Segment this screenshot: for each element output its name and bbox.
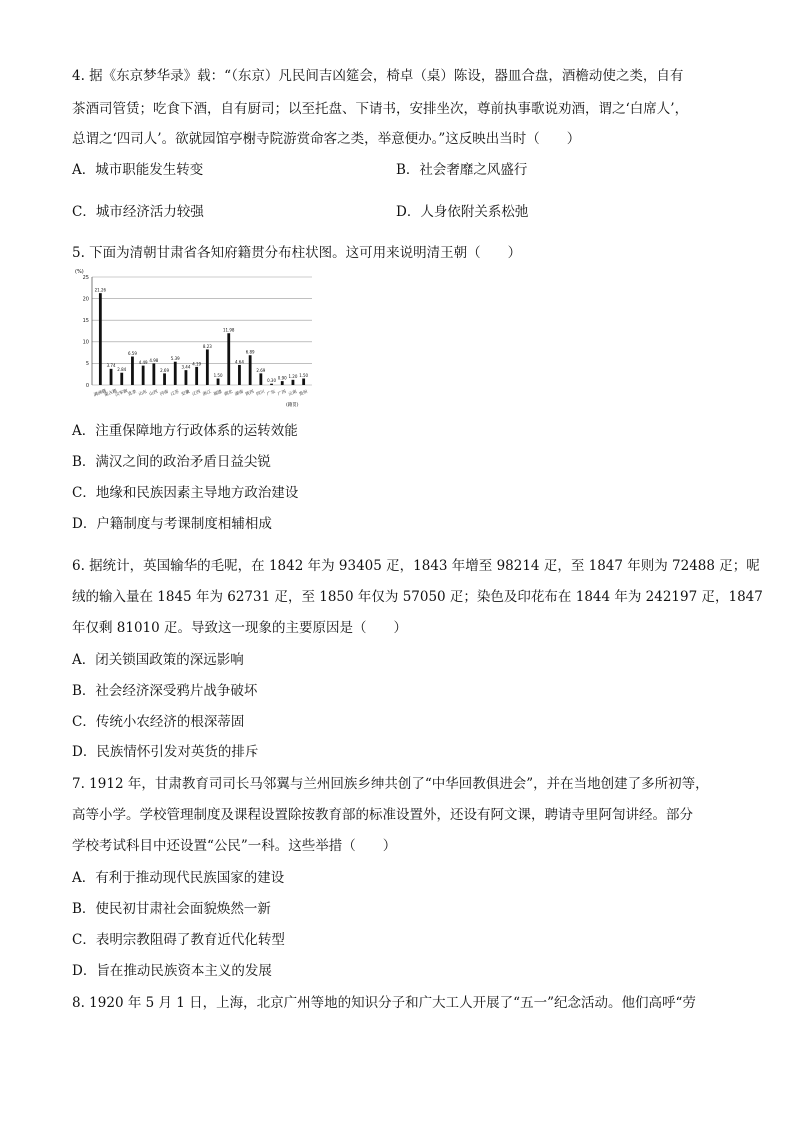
q4-option-c: C．城市经济活力较强 <box>72 204 204 220</box>
bar <box>292 380 295 385</box>
bar <box>99 293 102 385</box>
category-label: 江苏 <box>170 389 180 398</box>
category-label: 湖北 <box>223 389 234 398</box>
y-tick-label: 20 <box>82 296 89 303</box>
bar-value-label: 1.50 <box>213 372 223 378</box>
q4-stem-line: 茶酒司管赁；吃食下酒，自有厨司；以至托盘、下请书，安排坐次，尊前执事歌说劝酒，谓之‘白席人’， <box>72 101 689 117</box>
y-tick-label: 25 <box>82 274 89 281</box>
q6-stem-line: 6. 据统计，英国输华的毛呢，在 1842 年为 93405 疋，1843 年增至 98214 疋，至 1847 年则为 72488 疋；呢 <box>72 558 760 574</box>
q7-stem-line: 高等小学。学校管理制度及课程设置除按教育部的标准设置外，还设有阿文课，聘请寺里阿訇讲经。部分 <box>72 807 693 823</box>
category-label: 浙江 <box>202 389 213 398</box>
q8-stem-line: 8. 1920 年 5 月 1 日，上海，北京广州等地的知识分子和广大工人开展了“五一”纪念活动。他们高呼“劳 <box>72 995 696 1011</box>
bar-value-label: 3.44 <box>181 364 191 370</box>
category-label: 蒙古籍 <box>103 388 118 399</box>
bar-value-label: 2.69 <box>256 367 266 373</box>
category-label: 满洲籍 <box>93 388 108 399</box>
bar <box>185 370 188 385</box>
q6-stem-line: 年仅剩 81010 疋。导致这一现象的主要原因是（ ） <box>72 620 408 636</box>
category-label: 安徽 <box>180 389 191 398</box>
chart-bars <box>99 293 305 385</box>
bar <box>163 373 166 385</box>
bar-value-label: 6.89 <box>245 349 255 355</box>
y-tick-label: 5 <box>85 361 89 368</box>
q7-stem-line: 7. 1912 年，甘肃教育司司长马邻翼与兰州回族乡绅共创了“中华回教俱进会”，并在当地创建了多所初等， <box>72 776 709 792</box>
bar-value-label: 0.30 <box>267 378 277 384</box>
q6-option-c: C．传统小农经济的根深蒂固 <box>72 714 245 730</box>
x-axis-label: (籍贯) <box>286 403 299 408</box>
category-label: 陕西 <box>245 389 255 398</box>
category-label: 云南 <box>287 389 298 398</box>
q4-stem-line: 总谓之‘四司人’。欲就园馆亭榭寺院游赏命客之类，举意便办。”这反映出当时（ ） <box>72 131 581 147</box>
y-tick-label: 15 <box>82 318 89 324</box>
q5-option-c: C．地缘和民族因素主导地方政治建设 <box>72 485 299 501</box>
category-label: 山东 <box>138 389 148 398</box>
bar-value-label: 21.26 <box>94 287 107 293</box>
bar-value-label: 0.90 <box>277 375 287 381</box>
bar-value-label: 4.49 <box>138 360 148 366</box>
q7-option-b: B．使民初甘肃社会面貌焕然一新 <box>72 901 271 917</box>
y-axis-label: (%) <box>75 269 84 275</box>
bar <box>195 367 198 385</box>
bar <box>110 369 113 385</box>
bar-value-label: 2.84 <box>117 367 127 373</box>
category-label: 广西 <box>277 389 287 398</box>
bar-value-label: 4.19 <box>192 361 202 367</box>
category-label: 福建 <box>212 389 223 398</box>
category-label: 四川 <box>255 389 266 398</box>
bar <box>227 333 230 385</box>
bar-value-label: 6.59 <box>127 350 137 356</box>
bar <box>152 363 155 385</box>
category-label: 广东 <box>266 389 277 398</box>
category-label: 山西 <box>148 389 159 398</box>
q4-stem-line: 4. 据《东京梦华录》载：“（东京）凡民间吉凶筵会，椅卓（桌）陈设，器皿合盘，酒檐动使之类，自有 <box>72 68 684 84</box>
bar <box>270 384 273 385</box>
q4-option-b: B．社会奢靡之风盛行 <box>396 162 528 178</box>
bar <box>238 365 241 385</box>
q7-option-c: C．表明宗教阻碍了教育近代化转型 <box>72 932 285 948</box>
bar-value-label: 3.74 <box>106 363 116 369</box>
bar <box>206 349 209 385</box>
category-label: 江西 <box>191 389 202 398</box>
bar-value-label: 11.98 <box>223 327 235 333</box>
bar <box>281 381 284 385</box>
y-tick-label: 10 <box>82 339 89 346</box>
bar <box>217 379 220 385</box>
bar-value-label: 5.39 <box>170 356 180 362</box>
bar <box>302 379 305 385</box>
category-label: 汉军旗 <box>114 388 129 399</box>
q6-option-b: B．社会经济深受鸦片战争破坏 <box>72 683 258 699</box>
bar <box>259 373 262 385</box>
q7-option-d: D．旨在推动民族资本主义的发展 <box>72 963 272 979</box>
q5-option-a: A．注重保障地方行政体系的运转效能 <box>72 423 298 439</box>
y-tick-label: 0 <box>85 382 89 389</box>
q5-option-d: D．户籍制度与考课制度相辅相成 <box>72 516 272 532</box>
bar-value-label: 1.20 <box>288 374 298 380</box>
category-label: 直隶 <box>127 389 138 398</box>
bar <box>174 362 177 385</box>
q5-option-b: B．满汉之间的政治矛盾日益尖锐 <box>72 454 271 470</box>
bar-value-label: 1.50 <box>299 372 309 378</box>
bar-value-label: 2.69 <box>160 367 170 373</box>
bar <box>142 366 145 385</box>
category-label: 湖南 <box>234 389 245 398</box>
q6-option-a: A．闭关锁国政策的深远影响 <box>72 652 244 668</box>
q6-option-d: D．民族情怀引发对英货的排斥 <box>72 744 259 760</box>
q4-option-d: D．人身依附关系松弛 <box>396 204 529 220</box>
bar <box>249 355 252 385</box>
prefect-origin-bar-chart <box>72 265 317 413</box>
q6-stem-line: 绒的输入量在 1845 年为 62731 疋，至 1850 年仅为 57050 疋；染色及印花布在 1844 年为 242197 疋，1847 <box>72 589 763 605</box>
q5-stem: 5. 下面为清朝甘肃省各知府籍贯分布柱状图。这可用来说明清王朝（ ） <box>72 245 522 261</box>
category-label: 贵州 <box>298 389 309 398</box>
bar <box>131 357 134 385</box>
bar-value-label: 8.23 <box>202 343 212 349</box>
bar-value-label: 4.64 <box>234 359 244 365</box>
category-label: 河南 <box>159 389 170 398</box>
q7-option-a: A．有利于推动现代民族国家的建设 <box>72 870 285 886</box>
q7-stem-line: 学校考试科目中还设置“公民”一科。这些举措（ ） <box>72 838 397 854</box>
bar-value-label: 4.98 <box>149 357 159 363</box>
bar <box>120 373 123 385</box>
q4-option-a: A．城市职能发生转变 <box>72 162 204 178</box>
